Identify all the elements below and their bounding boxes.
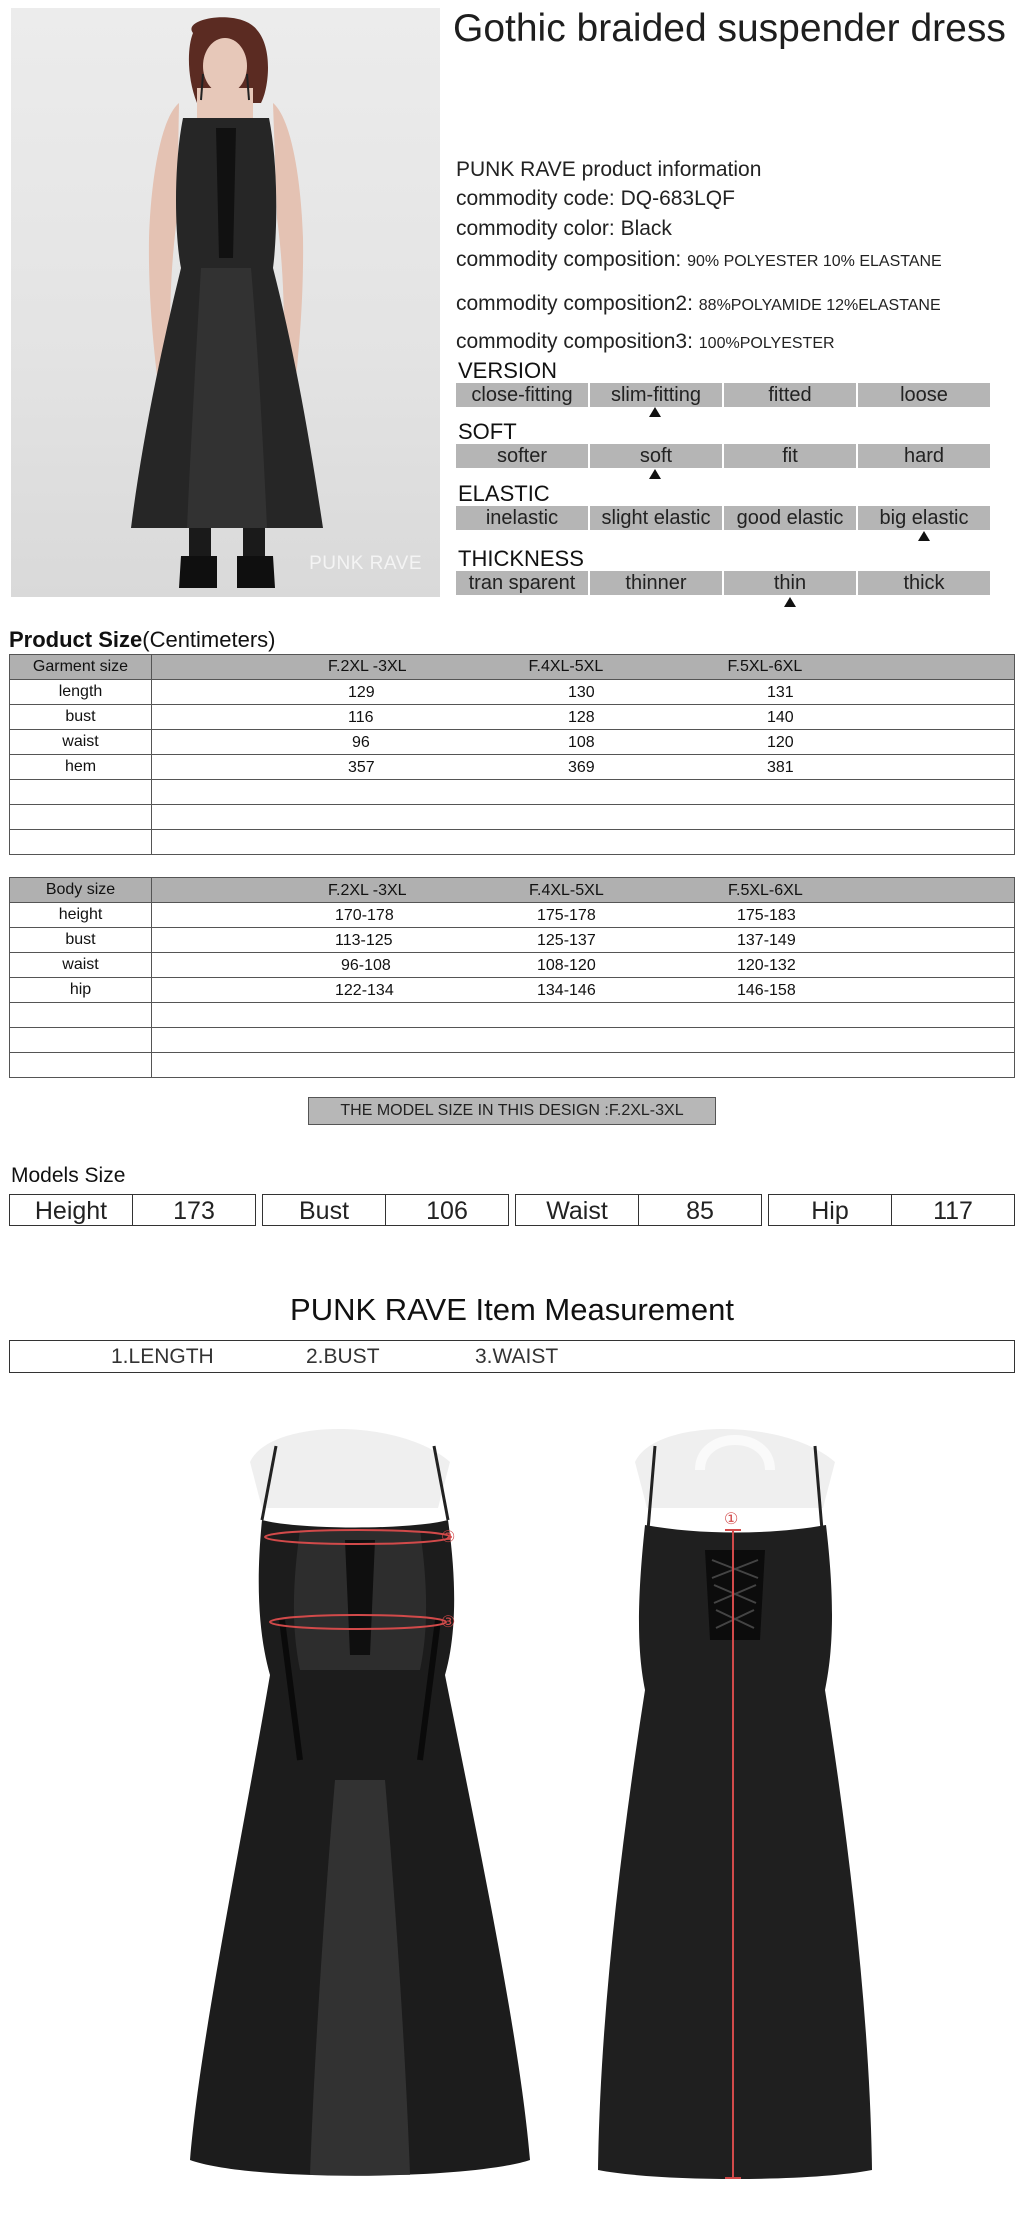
- models-pair-name: Hip: [811, 1197, 849, 1225]
- model-size-note: THE MODEL SIZE IN THIS DESIGN :F.2XL-3XL: [308, 1097, 716, 1125]
- table-header-row: [10, 878, 1015, 903]
- cell-value: 120-132: [737, 957, 796, 974]
- table-header-cell: Garment size: [10, 655, 152, 680]
- empty-cell: [152, 1053, 1015, 1078]
- row-values: [152, 680, 1015, 705]
- row-values: [152, 705, 1015, 730]
- attr-option: close-fitting: [456, 383, 588, 407]
- row-label: bust: [10, 705, 152, 730]
- info-value: 88%POLYAMIDE 12%ELASTANE: [698, 297, 941, 314]
- empty-cell: [152, 1028, 1015, 1053]
- size-header: F.5XL-6XL: [728, 882, 803, 899]
- table-row-empty: [10, 830, 1015, 855]
- attr-row-thickness: [456, 571, 990, 595]
- cell-value: 131: [767, 684, 794, 701]
- info-row-composition2: [456, 292, 941, 316]
- attr-option: slight elastic: [590, 506, 722, 530]
- size-header-cells: [152, 655, 1015, 680]
- cell-value: 125-137: [537, 932, 596, 949]
- measurement-item: 1.LENGTH: [111, 1345, 214, 1368]
- row-label: length: [10, 680, 152, 705]
- measurement-title: PUNK RAVE Item Measurement: [290, 1292, 734, 1327]
- info-label: commodity code:: [456, 187, 615, 210]
- attr-option: loose: [858, 383, 990, 407]
- models-pair-value: 106: [385, 1195, 508, 1225]
- models-pair-value: 117: [891, 1195, 1014, 1225]
- size-title: Product Size: [9, 627, 143, 652]
- models-pair-value: 173: [132, 1195, 255, 1225]
- info-row-color: [456, 217, 672, 241]
- info-row-composition3: [456, 330, 835, 354]
- table-row: [10, 903, 1015, 928]
- models-pair-height: [9, 1194, 256, 1226]
- attr-option: good elastic: [724, 506, 856, 530]
- attr-option: fitted: [724, 383, 856, 407]
- cell-value: 134-146: [537, 982, 596, 999]
- attr-option: thick: [858, 571, 990, 595]
- info-header: PUNK RAVE product information: [456, 158, 762, 181]
- info-row-composition: [456, 248, 942, 272]
- empty-cell: [10, 1053, 152, 1078]
- table-row-empty: [10, 805, 1015, 830]
- cell-value: 175-183: [737, 907, 796, 924]
- row-values: [152, 928, 1015, 953]
- measurement-legend: [9, 1340, 1015, 1373]
- row-values: [152, 978, 1015, 1003]
- cell-value: 128: [568, 709, 595, 726]
- row-label: hip: [10, 978, 152, 1003]
- measurement-item: 2.BUST: [306, 1345, 380, 1368]
- attr-title-soft: SOFT: [458, 419, 517, 444]
- models-size-label: Models Size: [11, 1164, 126, 1187]
- cell-value: 116: [348, 709, 374, 726]
- table-row: [10, 730, 1015, 755]
- models-pair-bust: [262, 1194, 509, 1226]
- cell-value: 137-149: [737, 932, 796, 949]
- attr-row-soft: [456, 444, 990, 468]
- cell-value: 175-178: [537, 907, 596, 924]
- table-row: [10, 680, 1015, 705]
- table-row: [10, 705, 1015, 730]
- cell-value: 357: [348, 759, 375, 776]
- attr-option: inelastic: [456, 506, 588, 530]
- measurement-item: 3.WAIST: [475, 1345, 559, 1368]
- attr-option: thinner: [590, 571, 722, 595]
- empty-cell: [152, 830, 1015, 855]
- size-unit: (Centimeters): [142, 627, 276, 652]
- table-row-empty: [10, 1003, 1015, 1028]
- empty-cell: [152, 805, 1015, 830]
- table-header-row: [10, 655, 1015, 680]
- row-label: hem: [10, 755, 152, 780]
- empty-cell: [10, 1003, 152, 1028]
- product-photo: [11, 8, 440, 597]
- cell-value: 170-178: [335, 907, 394, 924]
- row-label: waist: [10, 730, 152, 755]
- attr-row-version: [456, 383, 990, 407]
- cell-value: 381: [767, 759, 794, 776]
- models-pair-name: Bust: [298, 1197, 350, 1225]
- info-value: DQ-683LQF: [620, 187, 735, 210]
- size-header: F.2XL -3XL: [328, 658, 407, 675]
- back-dress-diagram: [598, 1429, 872, 2179]
- attr-title-thickness: THICKNESS: [458, 546, 584, 571]
- size-header-cells: [152, 878, 1015, 903]
- row-label: waist: [10, 953, 152, 978]
- attr-option: tran sparent: [456, 571, 588, 595]
- table-header-cell: Body size: [10, 878, 152, 903]
- row-values: [152, 903, 1015, 928]
- info-label: commodity color:: [456, 217, 615, 240]
- body-size-table: [9, 877, 1015, 1078]
- cell-value: 122-134: [335, 982, 394, 999]
- table-row: [10, 928, 1015, 953]
- models-pair-waist: [515, 1194, 762, 1226]
- watermark: PUNK RAVE: [309, 553, 422, 574]
- models-pair-value: 85: [638, 1195, 761, 1225]
- cell-value: 96-108: [341, 957, 391, 974]
- row-values: [152, 730, 1015, 755]
- cell-value: 369: [568, 759, 595, 776]
- models-size-row: [9, 1194, 1015, 1226]
- info-label: commodity composition3:: [456, 330, 693, 353]
- selected-marker-version: [649, 407, 661, 417]
- empty-cell: [152, 780, 1015, 805]
- cell-value: 108-120: [537, 957, 596, 974]
- attr-option: slim-fitting: [590, 383, 722, 407]
- table-row: [10, 953, 1015, 978]
- empty-cell: [152, 1003, 1015, 1028]
- waist-callout: ③: [441, 1614, 456, 1631]
- attr-option: softer: [456, 444, 588, 468]
- empty-cell: [10, 1028, 152, 1053]
- attr-row-elastic: [456, 506, 990, 530]
- size-section-title: [9, 627, 276, 653]
- table-row-empty: [10, 780, 1015, 805]
- cell-value: 130: [568, 684, 595, 701]
- model-illustration: [11, 8, 440, 597]
- cell-value: 113-125: [335, 932, 393, 949]
- attr-option: soft: [590, 444, 722, 468]
- table-row-empty: [10, 1028, 1015, 1053]
- models-pair-hip: [768, 1194, 1015, 1226]
- size-header: F.5XL-6XL: [727, 658, 803, 675]
- models-pair-name: Height: [34, 1197, 108, 1225]
- info-label: commodity composition:: [456, 248, 682, 271]
- selected-marker-elastic: [918, 531, 930, 541]
- selected-marker-soft: [649, 469, 661, 479]
- empty-cell: [10, 830, 152, 855]
- measurement-diagrams: [0, 1400, 1024, 2218]
- size-header: F.2XL -3XL: [328, 882, 407, 899]
- empty-cell: [10, 805, 152, 830]
- info-value: Black: [620, 217, 672, 240]
- bust-callout: ②: [441, 1529, 456, 1546]
- row-values: [152, 953, 1015, 978]
- selected-marker-thickness: [784, 597, 796, 607]
- front-dress-diagram: [190, 1429, 530, 2176]
- attr-title-elastic: ELASTIC: [458, 481, 550, 506]
- row-values: [152, 755, 1015, 780]
- cell-value: 120: [767, 734, 794, 751]
- table-row: [10, 978, 1015, 1003]
- attr-option: hard: [858, 444, 990, 468]
- info-value: 90% POLYESTER 10% ELASTANE: [687, 253, 942, 270]
- row-label: height: [10, 903, 152, 928]
- info-value: 100%POLYESTER: [698, 335, 835, 352]
- row-label: bust: [10, 928, 152, 953]
- cell-value: 108: [568, 734, 595, 751]
- size-header: F.4XL-5XL: [528, 658, 604, 675]
- cell-value: 146-158: [737, 982, 796, 999]
- size-header: F.4XL-5XL: [529, 882, 604, 899]
- info-label: commodity composition2:: [456, 292, 693, 315]
- cell-value: 140: [767, 709, 794, 726]
- dress-diagrams: [0, 1400, 1024, 2218]
- empty-cell: [10, 780, 152, 805]
- table-row: [10, 755, 1015, 780]
- length-callout: ①: [724, 1511, 739, 1528]
- cell-value: 96: [352, 734, 370, 751]
- product-title: Gothic braided suspender dress: [453, 7, 1006, 50]
- info-row-code: [456, 187, 735, 211]
- attr-option: fit: [724, 444, 856, 468]
- attr-option: thin: [724, 571, 856, 595]
- models-pair-name: Waist: [546, 1197, 608, 1225]
- attr-title-version: VERSION: [458, 358, 558, 383]
- attr-option: big elastic: [858, 506, 990, 530]
- cell-value: 129: [348, 684, 375, 701]
- table-row-empty: [10, 1053, 1015, 1078]
- garment-size-table: [9, 654, 1015, 855]
